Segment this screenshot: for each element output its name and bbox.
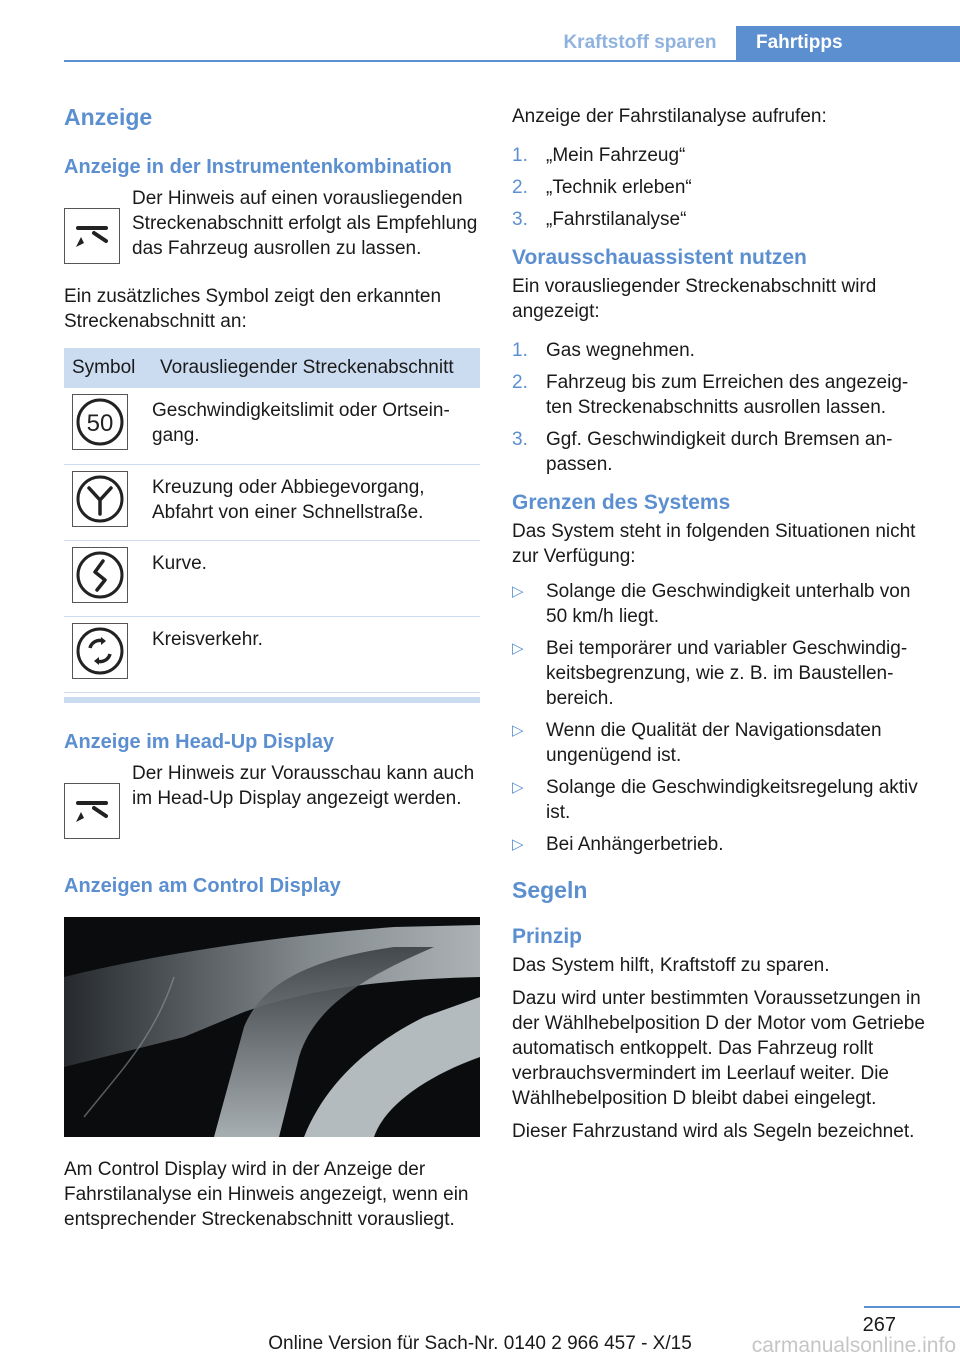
list-item: 1. „Mein Fahrzeug“ [512, 145, 686, 166]
heading-control-display: Anzeigen am Control Display [64, 874, 341, 897]
coasting-hint-icon [64, 783, 120, 839]
table-cell-text: Kreuzung oder Abbiegevorgang, Abfahrt von einer Schnellstraße. [152, 464, 480, 540]
table-row [64, 616, 480, 692]
roundabout-icon [72, 623, 128, 679]
heading-vorausschauassistent: Vorausschauassistent nutzen [512, 246, 807, 269]
prinzip-paragraph-1: Das System hilft, Kraftstoff zu sparen. [512, 955, 830, 976]
symbol-table [64, 348, 480, 693]
bullet-triangle-icon: ▷ [512, 779, 524, 796]
speed-limit-value: 50 [86, 410, 114, 437]
heading-prinzip: Prinzip [512, 925, 583, 948]
table-cell-text: Geschwindigkeitslimit oder Ortseingang. [152, 388, 480, 464]
prinzip-paragraph-2: Dazu wird unter bestimmten Voraussetzungen in der Wählhebelposition D der Motor vom Getriebe automatisch entkoppelt. Das Fahrzeug rollt verbrauchsvermindert im Leerlauf weiter. Die Wählhebelposition D bleibt dabei eingelegt. [512, 988, 925, 1109]
bullet-triangle-icon: ▷ [512, 640, 524, 657]
list-item: 3. Ggf. Geschwindigkeit durch Bremsen anpassen. [512, 429, 893, 475]
analyse-steps-list [512, 143, 928, 232]
header-rule [64, 60, 960, 62]
heading-instrument-cluster: Anzeige in der Instrumentenkombination [64, 156, 452, 178]
online-version-text: Online Version für Sach-Nr. 0140 2 966 457 - X/15 [268, 1333, 692, 1354]
bullet-triangle-icon: ▷ [512, 722, 524, 739]
analyse-intro-text: Anzeige der Fahrstilanalyse aufrufen: [512, 106, 827, 127]
table-header-row [64, 348, 480, 388]
list-item: 2. Fahrzeug bis zum Erreichen des angezeigten Streckenabschnitts ausrollen lassen. [512, 372, 909, 418]
control-display-image [64, 917, 480, 1137]
list-item: ▷ Solange die Geschwindigkeitsregelung aktiv ist. [512, 777, 918, 823]
list-item: 1. Gas wegnehmen. [512, 340, 695, 361]
list-item: 2. „Technik erleben“ [512, 177, 692, 198]
speed-limit-50-icon [72, 394, 128, 450]
table-cell-text: Kurve. [152, 540, 480, 616]
table-header-section: Vorausliegender Streckenabschnitt [152, 348, 480, 388]
table-row [64, 540, 480, 616]
header-chapter-tab: Fahrtipps [736, 26, 960, 62]
coasting-hint-icon [64, 208, 120, 264]
list-item: ▷ Wenn die Qualität der Navigationsdaten ungenügend ist. [512, 720, 882, 766]
right-column [512, 100, 928, 1144]
heading-segeln: Segeln [512, 877, 588, 903]
list-item: 3. „Fahrstilanalyse“ [512, 209, 687, 230]
footer-rule [864, 1306, 960, 1308]
junction-icon [72, 471, 128, 527]
bullet-triangle-icon: ▷ [512, 583, 524, 600]
hud-hint-text: Der Hinweis zur Vorausschau kann auch im Head-Up Display angezeigt werden. [132, 762, 475, 809]
table-header-symbol: Symbol [64, 348, 152, 388]
control-display-text: Am Control Display wird in der Anzeige der Fahrstilanalyse ein Hinweis angezeigt, wenn ein entsprechender Streckenabschnitt vorausliegt. [64, 1158, 469, 1230]
left-column [64, 100, 480, 1232]
curve-icon [72, 547, 128, 603]
table-row [64, 388, 480, 464]
table-row [64, 464, 480, 540]
heading-anzeige: Anzeige [64, 104, 153, 130]
instrument-hint-row [64, 186, 480, 264]
watermark: carmanualsonline.info [751, 1334, 956, 1357]
grenzen-list [512, 579, 928, 857]
table-cell-text: Kreisverkehr. [152, 616, 480, 692]
hud-hint-row [64, 761, 480, 839]
assistent-steps-list [512, 338, 928, 477]
list-item: ▷ Bei temporärer und variabler Geschwindigkeitsbegrenzung, wie z. B. im Baustellenbereich. [512, 638, 908, 709]
assistent-intro-text: Ein vorausliegender Streckenabschnitt wird angezeigt: [512, 276, 877, 322]
heading-head-up-display: Anzeige im Head-Up Display [64, 730, 335, 753]
prinzip-paragraph-3: Dieser Fahrzustand wird als Segeln bezeichnet. [512, 1121, 915, 1142]
list-item: ▷ Bei Anhängerbetrieb. [512, 834, 724, 855]
instrument-hint-text: Der Hinweis auf einen vorausliegenden Streckenabschnitt erfolgt als Empfehlung das Fahrzeug ausrollen zu lassen. [132, 188, 478, 259]
table-end-rule [64, 697, 480, 703]
grenzen-intro-text: Das System steht in folgenden Situationen nicht zur Verfügung: [512, 521, 916, 567]
bullet-triangle-icon: ▷ [512, 836, 524, 853]
symbol-intro-text: Ein zusätzliches Symbol zeigt den erkannten Streckenabschnitt an: [64, 286, 442, 332]
header-section-title: Kraftstoff sparen [563, 32, 717, 53]
page-number: 267 [862, 1314, 896, 1336]
list-item: ▷ Solange die Geschwindigkeit unterhalb von 50 km/h liegt. [512, 581, 911, 627]
heading-grenzen: Grenzen des Systems [512, 491, 731, 514]
